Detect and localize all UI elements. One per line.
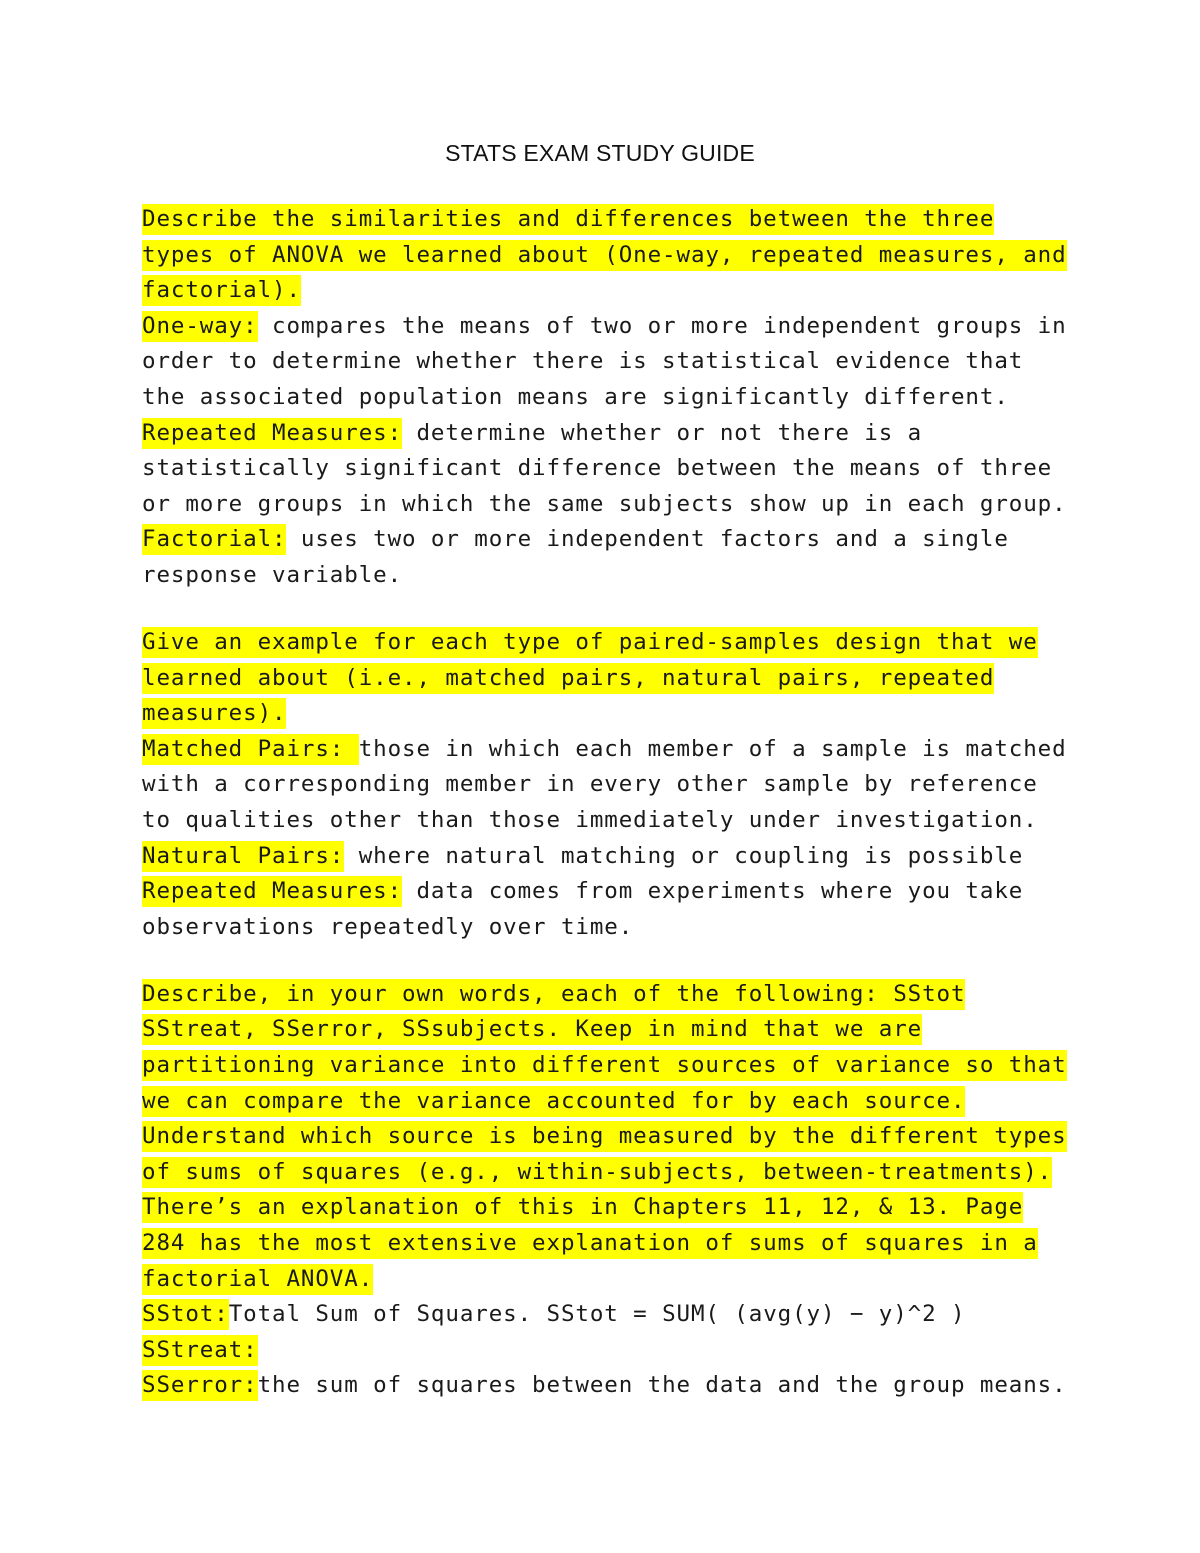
question-line: Describe, in your own words, each of the following: SStot: [142, 979, 965, 1010]
answer-text: those in which each member of a sample is matched: [358, 735, 1067, 762]
answer-label: Repeated Measures:: [142, 876, 402, 907]
answer-text: uses two or more independent factors and a single: [286, 526, 1009, 553]
answer-sserror: [142, 1368, 1067, 1404]
answer-text: Total Sum of Squares. SStot = SUM( (avg(y) − y)^2 ): [228, 1301, 966, 1328]
section-spacer: [142, 594, 1062, 626]
question-line: SStreat, SSerror, SSsubjects. Keep in mind that we are: [142, 1014, 922, 1045]
answer-label: One-way:: [142, 311, 258, 342]
answer-text: with a corresponding member in every other sample by reference: [142, 771, 1038, 798]
answer-label: SStot:: [142, 1299, 229, 1330]
answer-label: Repeated Measures:: [142, 418, 402, 449]
question-line: There’s an explanation of this in Chapters 11, 12, & 13. Page: [142, 1192, 1023, 1223]
answer-text: data comes from experiments where you take: [402, 878, 1024, 905]
answer-text: the associated population means are significantly different.: [142, 383, 1009, 410]
answer-text: where natural matching or coupling is possible: [344, 842, 1024, 869]
answer-one-way: [142, 309, 1067, 416]
answer-text: statistically significant difference between the means of three: [142, 455, 1053, 482]
document-body: [142, 202, 1067, 1404]
question-line: of sums of squares (e.g., within-subjects, between-treatments).: [142, 1157, 1052, 1188]
question-1: [142, 202, 1067, 309]
question-line: Understand which source is being measured by the different types: [142, 1121, 1067, 1152]
answer-label: SStreat:: [142, 1335, 258, 1366]
question-line: partitioning variance into different sources of variance so that: [142, 1050, 1067, 1081]
answer-text: order to determine whether there is statistical evidence that: [142, 348, 1024, 375]
question-line: types of ANOVA we learned about (One-way, repeated measures, and: [142, 240, 1067, 271]
answer-sstreat: [142, 1333, 1062, 1369]
question-line: factorial ANOVA.: [142, 1264, 373, 1295]
answer-text: to qualities other than those immediately under investigation.: [142, 807, 1038, 833]
question-line: Give an example for each type of paired-samples design that we: [142, 627, 1038, 658]
question-line: 284 has the most extensive explanation of sums of squares in a: [142, 1228, 1038, 1259]
question-line: measures).: [142, 698, 286, 729]
question-3: [142, 977, 1067, 1297]
question-line: we can compare the variance accounted for by each source.: [142, 1086, 965, 1117]
question-line: factorial).: [142, 275, 301, 306]
answer-text: or more groups in which the same subjects show up in each group.: [142, 490, 1067, 517]
section-spacer: [142, 945, 1062, 977]
answer-text: the sum of squares between the data and the group means.: [257, 1372, 1067, 1399]
answer-label: Factorial:: [142, 524, 286, 555]
answer-natural-pairs: [142, 839, 1062, 875]
question-line: Describe the similarities and differences between the three: [142, 204, 994, 235]
question-line: learned about (i.e., matched pairs, natural pairs, repeated: [142, 663, 994, 694]
document-title: STATS EXAM STUDY GUIDE: [445, 140, 755, 166]
question-2: [142, 625, 1062, 732]
answer-text: response variable.: [142, 561, 403, 588]
answer-repeated-measures: [142, 416, 1067, 523]
answer-text: observations repeatedly over time.: [142, 913, 634, 940]
answer-sstot: [142, 1297, 1062, 1333]
answer-label: SSerror:: [142, 1370, 258, 1401]
answer-repeated-measures-2: [142, 874, 1062, 945]
answer-text: compares the means of two or more independent groups in: [257, 312, 1067, 339]
answer-label: Natural Pairs:: [142, 841, 344, 872]
answer-factorial: [142, 522, 1062, 593]
answer-matched-pairs: [142, 732, 1067, 839]
answer-text: determine whether or not there is a: [402, 419, 923, 446]
answer-label: Matched Pairs:: [142, 734, 359, 765]
